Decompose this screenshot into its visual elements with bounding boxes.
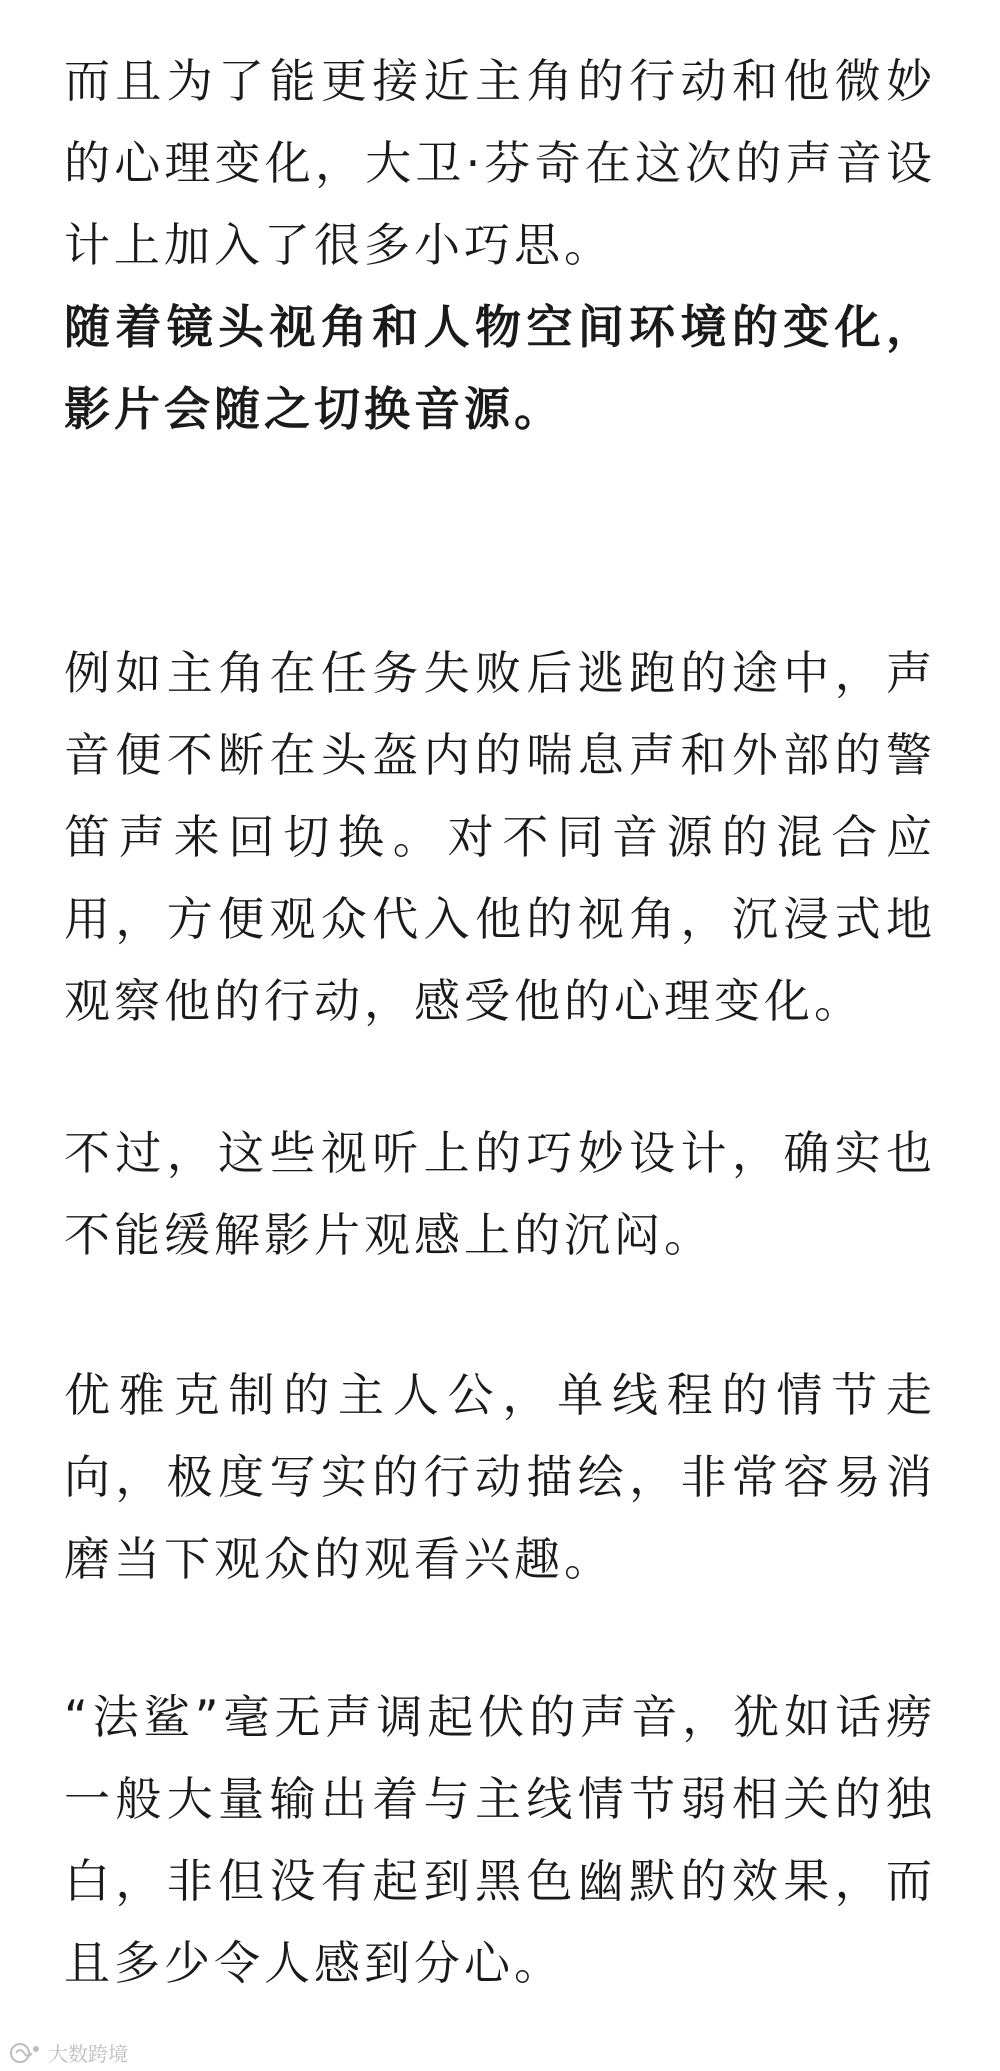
paragraph-1: 而且为了能更接近主角的行动和他微妙的心理变化，大卫·芬奇在这次的声音设计上加入了很多小巧思。 [64,54,936,272]
watermark-text: 大数跨境 [48,2042,128,2066]
paragraph-6: “法鲨”毫无声调起伏的声音，犹如话痨一般大量输出着与主线情节弱相关的独白，非但没有起到黑色幽默的效果，而且多少令人感到分心。 [64,1690,936,1990]
watermark [8,2038,128,2067]
paragraph-2-bold: 随着镜头视角和人物空间环境的变化，影片会随之切换音源。 [64,300,936,436]
paragraph-5: 优雅克制的主人公，单线程的情节走向，极度写实的行动描绘，非常容易消磨当下观众的观看兴趣。 [64,1368,936,1586]
paragraph-4: 不过，这些视听上的巧妙设计，确实也不能缓解影片观感上的沉闷。 [64,1126,936,1262]
paragraph-3: 例如主角在任务失败后逃跑的途中，声音便不断在头盔内的喘息声和外部的警笛声来回切换。对不同音源的混合应用，方便观众代入他的视角，沉浸式地观察他的行动，感受他的心理变化。 [64,646,936,1028]
logo-mark-icon [8,2041,42,2065]
